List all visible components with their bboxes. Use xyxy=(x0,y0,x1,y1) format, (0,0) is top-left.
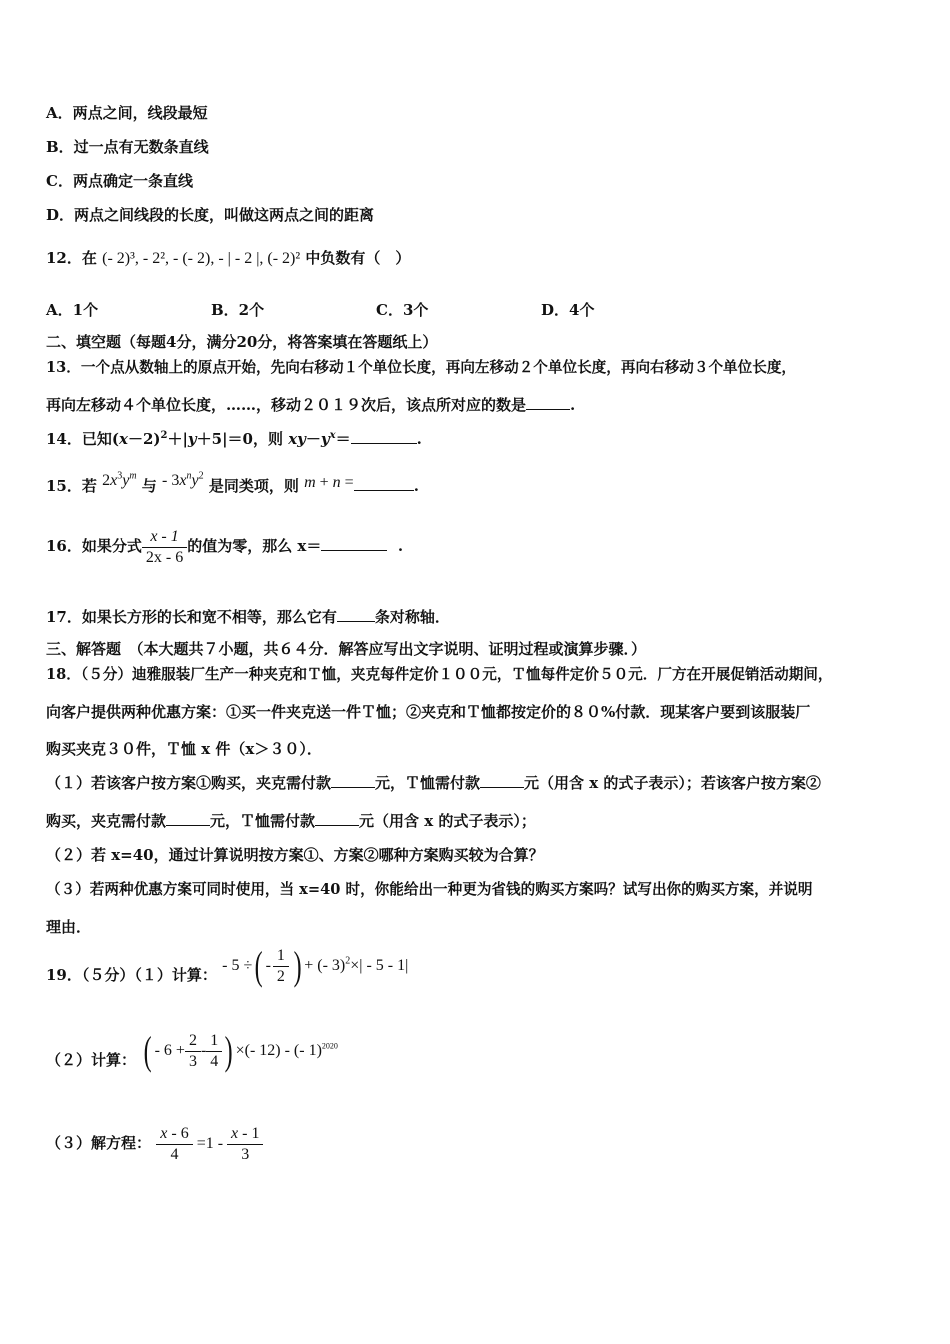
q18-line1: 18．（５分）迪雅服装厂生产一种夹克和Ｔ恤，夹克每件定价１００元，Ｔ恤每件定价５０元．厂方在开展促销活动期间， xyxy=(46,666,833,683)
q13-answer-blank[interactable] xyxy=(526,395,570,410)
q18-line3: 购买夹克３０件，Ｔ恤 x 件（x＞３０）． xyxy=(46,740,322,758)
q18-blank-1[interactable] xyxy=(331,773,375,788)
q18-part3-line2: 理由． xyxy=(46,918,92,936)
q12-stem xyxy=(46,248,410,269)
q16-end: . xyxy=(397,537,404,555)
q14-end: . xyxy=(416,430,422,448)
q13-text: 再向左移动４个单位长度，……，移动２０１９次后，该点所对应的数是 xyxy=(46,396,527,414)
q19-part1 xyxy=(46,943,409,1001)
q14-stem xyxy=(46,429,422,449)
q12-option-c: C．3个 xyxy=(376,301,429,319)
q11-option-a: A．两点之间，线段最短 xyxy=(46,104,208,122)
q14-prefix: 14．已知 xyxy=(46,430,112,448)
q16-stem xyxy=(46,524,403,568)
q12-prefix: 12．在 xyxy=(46,249,97,267)
q18-part3-line1: （３）若两种优惠方案可同时使用，当 x=40 时，你能给出一种更为省钱的购买方案吗？试写出你的购买方案，并说明 xyxy=(46,881,813,898)
q16-denominator: 2x - 6 xyxy=(145,548,184,566)
q19-p1-label: 19．（５分）（１）计算： xyxy=(46,966,217,984)
q16-fraction xyxy=(142,527,187,568)
q18-p1a: （１）若该客户按方案①购买，夹克需付款 xyxy=(46,774,332,792)
q15-mid1: 与 xyxy=(141,477,157,495)
q12-expression: (- 2)³, - 2², - (- 2), - | - 2 |, (- 2)² xyxy=(102,250,301,267)
q15-term2: - $3x^ny^2$ xyxy=(162,470,204,489)
q15-sum: m + n = xyxy=(304,474,354,491)
q15-mid2: 是同类项，则 xyxy=(208,477,299,495)
q18-p1c: 元（用含 x 的式子表示）；若该客户按方案② xyxy=(524,774,821,792)
q18-part1-line1 xyxy=(46,773,821,793)
q19-p2-expression: ( - 6 + $\frac{2}{3}$ - $\frac{1}{4}$ ) ×(- 12) - (- 1)$^{2020}$ xyxy=(143,1028,338,1074)
q11-option-b: B．过一点有无数条直线 xyxy=(46,138,209,156)
q18-p1f: 元（用含 x 的式子表示）； xyxy=(359,812,536,830)
q12-option-b: B．2个 xyxy=(211,301,265,319)
q18-line2: 向客户提供两种优惠方案：①买一件夹克送一件Ｔ恤；②夹克和Ｔ恤都按定价的８０%付款．现某客户要到该服装厂 xyxy=(46,703,811,721)
q16-suffix: 的值为零，那么 x＝ xyxy=(187,537,322,555)
q18-blank-3[interactable] xyxy=(166,811,210,826)
q15-answer-blank[interactable] xyxy=(354,476,414,491)
q13-line2 xyxy=(46,395,575,415)
q14-math: $(x-2)^2+|y+5|=0$，则 $xy-y^x=$ xyxy=(111,430,351,448)
q17-stem xyxy=(46,607,450,627)
q18-p1e: 元，Ｔ恤需付款 xyxy=(210,812,316,830)
q17-suffix: 条对称轴． xyxy=(374,608,450,626)
q18-p1b: 元，Ｔ恤需付款 xyxy=(375,774,481,792)
q15-stem xyxy=(46,470,419,497)
q13-end: . xyxy=(570,396,576,414)
q18-blank-4[interactable] xyxy=(315,811,359,826)
q17-prefix: 17．如果长方形的长和宽不相等，那么它有 xyxy=(46,608,337,626)
q13-line1: 13．一个点从数轴上的原点开始，先向右移动１个单位长度，再向左移动２个单位长度，再向右移动３个单位长度， xyxy=(46,359,797,376)
section3-heading: 三、解答题 （本大题共７小题，共６４分．解答应写出文字说明、证明过程或演算步骤．） xyxy=(46,640,647,658)
q12-suffix: 中负数有（ ） xyxy=(305,249,411,267)
q11-option-c: C．两点确定一条直线 xyxy=(46,172,193,190)
q16-numerator: x - 1 xyxy=(142,527,187,548)
q19-p3-equation: $\frac{x - 6}{4}$ =1 - $\frac{x - 1}{3}$ xyxy=(156,1119,263,1169)
q15-end: . xyxy=(413,477,419,495)
q12-option-d: D．4个 xyxy=(541,301,595,319)
q16-prefix: 16．如果分式 xyxy=(46,537,142,555)
q18-blank-2[interactable] xyxy=(480,773,524,788)
q16-answer-blank[interactable] xyxy=(321,536,387,551)
q19-p3-label: （３）解方程： xyxy=(46,1134,152,1152)
q12-option-a: A．1个 xyxy=(46,301,99,319)
q19-part2 xyxy=(46,1028,338,1086)
q18-part1-line2 xyxy=(46,811,536,831)
q19-p1-expression: - 5 ÷( - $\frac{1}{2}$ ) + (- 3)$^2$×| - 5 - 1| xyxy=(222,943,409,989)
q18-p1d: 购买，夹克需付款 xyxy=(46,812,167,830)
q15-prefix: 15．若 xyxy=(46,477,97,495)
q15-term1: $2x^3y^m$ xyxy=(102,470,137,489)
q19-p2-label: （２）计算： xyxy=(46,1051,137,1069)
q19-part3 xyxy=(46,1118,263,1169)
q17-answer-blank[interactable] xyxy=(337,607,375,622)
q11-option-d: D．两点之间线段的长度，叫做这两点之间的距离 xyxy=(46,206,375,224)
q18-part2: （２）若 x=40，通过计算说明按方案①、方案②哪种方案购买较为合算？ xyxy=(46,846,544,864)
section2-heading: 二、填空题（每题4分，满分20分，将答案填在答题纸上） xyxy=(46,333,438,351)
q14-answer-blank[interactable] xyxy=(351,429,417,444)
